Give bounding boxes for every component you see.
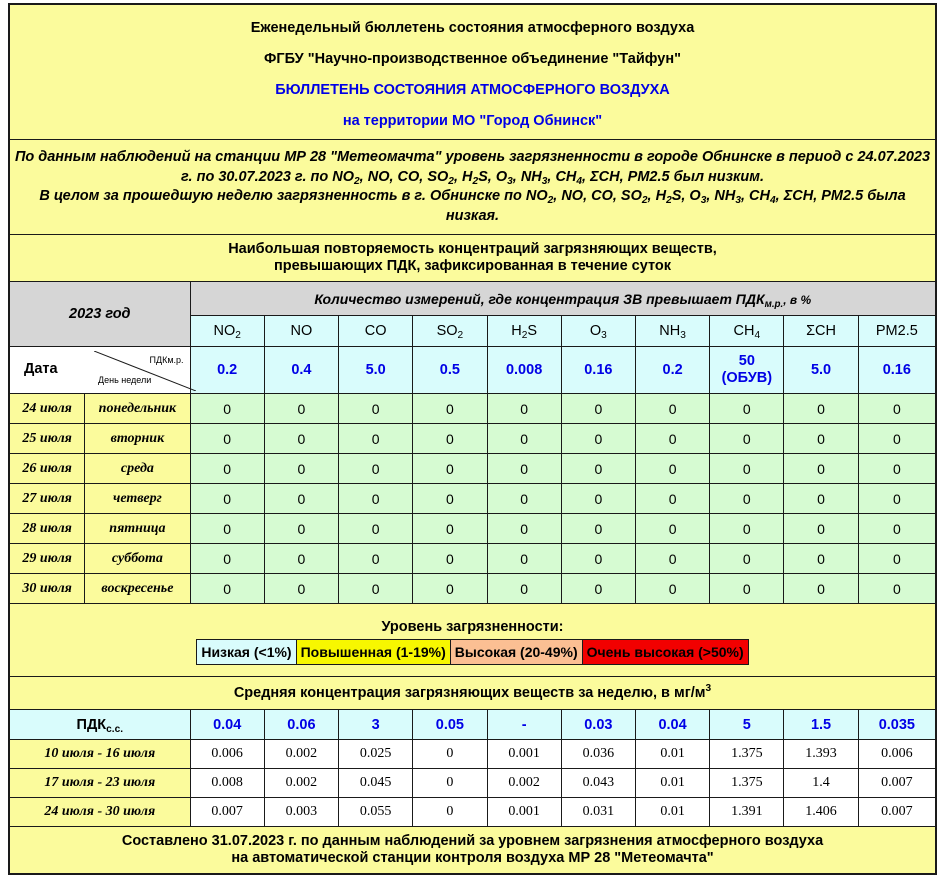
pdk-mr-value bbox=[858, 347, 935, 394]
week-value: 0.006 bbox=[190, 740, 264, 769]
section-title-line2: превышающих ПДК, зафиксированная в течение суток bbox=[273, 258, 672, 274]
week-value: 0.055 bbox=[339, 798, 413, 827]
week-value: 0.043 bbox=[561, 769, 635, 798]
week-value: 0.007 bbox=[190, 798, 264, 827]
table-row bbox=[10, 769, 936, 798]
header-line3: БЮЛЛЕТЕНЬ СОСТОЯНИЯ АТМОСФЕРНОГО ВОЗДУХА bbox=[275, 81, 670, 98]
substance-header bbox=[190, 316, 264, 347]
week-value: 0.003 bbox=[264, 798, 338, 827]
day-value: 0 bbox=[190, 484, 264, 514]
day-value: 0 bbox=[339, 394, 413, 424]
pdk-mr-value bbox=[413, 347, 487, 394]
day-value: 0 bbox=[413, 544, 487, 574]
pdk-ss-label bbox=[10, 710, 191, 740]
day-value: 0 bbox=[635, 544, 709, 574]
day-weekday: четверг bbox=[85, 484, 190, 514]
pdk-ss-value: 1.5 bbox=[784, 710, 858, 740]
pdk-mr-value bbox=[190, 347, 264, 394]
pdk-mr-number: 50 bbox=[738, 353, 755, 369]
week-value: 0.025 bbox=[339, 740, 413, 769]
substance-header bbox=[858, 316, 935, 347]
table-row bbox=[10, 544, 936, 574]
substance-base: NO bbox=[290, 323, 313, 339]
pdk-ss-value: 0.04 bbox=[635, 710, 709, 740]
week-value: 0.002 bbox=[487, 769, 561, 798]
count-title-text: Количество измерений, где концентрация ЗВ превышает ПДК bbox=[314, 290, 765, 307]
pdk-mr-number: 5.0 bbox=[365, 362, 386, 378]
pdk-ss-value: 3 bbox=[339, 710, 413, 740]
substance-base: H bbox=[511, 323, 522, 339]
week-value: 1.375 bbox=[710, 769, 784, 798]
day-value: 0 bbox=[264, 514, 338, 544]
footer-line2: на автоматической станции контроля воздуха МР 28 "Метеомачта" bbox=[231, 850, 714, 866]
day-value: 0 bbox=[190, 514, 264, 544]
week-period: 10 июля - 16 июля bbox=[10, 740, 191, 769]
pdk-mr-number: 5.0 bbox=[810, 362, 832, 378]
day-date: 28 июля bbox=[10, 514, 85, 544]
substance-header bbox=[561, 316, 635, 347]
pdk-mr-number: 0.16 bbox=[882, 362, 911, 378]
count-title bbox=[190, 282, 935, 316]
day-value: 0 bbox=[635, 514, 709, 544]
week-value: 0.008 bbox=[190, 769, 264, 798]
day-value: 0 bbox=[190, 574, 264, 604]
day-weekday: вторник bbox=[85, 424, 190, 454]
pdk-mr-value bbox=[784, 347, 858, 394]
pdk-ss-value: 0.05 bbox=[413, 710, 487, 740]
week-value: 0.006 bbox=[858, 740, 935, 769]
substance-sub: 3 bbox=[680, 330, 686, 341]
legend-item: Высокая (20-49%) bbox=[450, 640, 582, 665]
day-value: 0 bbox=[264, 394, 338, 424]
substance-tail: S bbox=[527, 323, 538, 339]
day-value: 0 bbox=[413, 454, 487, 484]
week-value: 1.391 bbox=[710, 798, 784, 827]
week-value: 0.036 bbox=[561, 740, 635, 769]
bulletin-table bbox=[9, 4, 936, 874]
header-line1: Еженедельный бюллетень состояния атмосферного воздуха bbox=[250, 19, 695, 36]
year-cell: 2023 год bbox=[10, 282, 191, 347]
day-weekday: воскресенье bbox=[85, 574, 190, 604]
pdk-mr-number: 0.2 bbox=[217, 362, 238, 378]
day-value: 0 bbox=[561, 514, 635, 544]
day-value: 0 bbox=[264, 574, 338, 604]
day-value: 0 bbox=[710, 454, 784, 484]
week-value: 0 bbox=[413, 740, 487, 769]
pdk-mr-value bbox=[487, 347, 561, 394]
day-date: 30 июля bbox=[10, 574, 85, 604]
day-value: 0 bbox=[264, 484, 338, 514]
average-title-text: Средняя концентрация загрязняющих веществ за неделю, в мг/м bbox=[233, 685, 706, 701]
substance-base: CH bbox=[733, 323, 755, 339]
date-label: Дата bbox=[24, 361, 58, 377]
pdk-mr-value bbox=[635, 347, 709, 394]
day-value: 0 bbox=[858, 454, 935, 484]
pdk-mr-number: 0.4 bbox=[291, 362, 312, 378]
day-value: 0 bbox=[487, 544, 561, 574]
pdk-ss-value: 0.04 bbox=[190, 710, 264, 740]
day-value: 0 bbox=[858, 484, 935, 514]
bulletin-header bbox=[10, 5, 936, 140]
day-weekday: пятница bbox=[85, 514, 190, 544]
pdk-ss-value: 0.06 bbox=[264, 710, 338, 740]
week-value: 1.4 bbox=[784, 769, 858, 798]
day-value: 0 bbox=[487, 514, 561, 544]
substance-header bbox=[339, 316, 413, 347]
substance-header bbox=[487, 316, 561, 347]
day-value: 0 bbox=[190, 544, 264, 574]
day-value: 0 bbox=[264, 544, 338, 574]
week-value: 0.001 bbox=[487, 740, 561, 769]
pdk-ss-value: 0.03 bbox=[561, 710, 635, 740]
day-date: 24 июля bbox=[10, 394, 85, 424]
day-value: 0 bbox=[487, 454, 561, 484]
diag-top-label: ПДКм.р. bbox=[149, 355, 184, 365]
day-value: 0 bbox=[190, 454, 264, 484]
week-value: 0.01 bbox=[635, 769, 709, 798]
day-value: 0 bbox=[635, 454, 709, 484]
pdk-mr-value bbox=[561, 347, 635, 394]
day-value: 0 bbox=[561, 544, 635, 574]
summary-paragraph-2: В целом за прошедшую неделю загрязненность в г. Обнинске по $NO_2$, NO, CO, $SO_2$, $H_2S$, $O_3$, $NH_3$, $CH_4$, ΣCH, PM2.5 была низкая. bbox=[39, 188, 906, 224]
substance-sub: 3 bbox=[601, 330, 607, 341]
day-value: 0 bbox=[339, 514, 413, 544]
substance-header bbox=[264, 316, 338, 347]
week-value: 0 bbox=[413, 769, 487, 798]
average-title-sup: 3 bbox=[705, 683, 712, 694]
substance-header bbox=[635, 316, 709, 347]
day-value: 0 bbox=[784, 574, 858, 604]
day-value: 0 bbox=[635, 484, 709, 514]
substance-base: CO bbox=[364, 323, 387, 339]
week-value: 1.406 bbox=[784, 798, 858, 827]
bulletin-footer bbox=[10, 827, 936, 874]
week-period: 17 июля - 23 июля bbox=[10, 769, 191, 798]
legend-title: Уровень загрязненности: bbox=[381, 619, 564, 635]
week-value: 0.01 bbox=[635, 740, 709, 769]
legend-block bbox=[10, 604, 936, 677]
week-value: 0.007 bbox=[858, 769, 935, 798]
day-value: 0 bbox=[487, 484, 561, 514]
day-value: 0 bbox=[487, 574, 561, 604]
pdk-mr-value bbox=[264, 347, 338, 394]
summary-p2-text: В целом за прошедшую неделю загрязненность в г. Обнинске по bbox=[39, 188, 526, 204]
table-row bbox=[10, 454, 936, 484]
bulletin bbox=[8, 3, 937, 875]
section-title-exceedance bbox=[10, 235, 936, 282]
substance-base: SO bbox=[436, 323, 458, 339]
summary-paragraph-1: По данным наблюдений на станции МР 28 "Метеомачта" уровень загрязненности в городе Обнинске в период с 24.07.2023 г. по 30.07.2023 г. по $NO_2$, NO, CO, $SO_2$, $H_2S$, $O_3$, $NH_3$, $CH_4$, ΣCH, PM2.5 был низким. bbox=[14, 149, 931, 187]
day-value: 0 bbox=[710, 514, 784, 544]
week-value: 0.045 bbox=[339, 769, 413, 798]
table-row bbox=[10, 424, 936, 454]
table-row bbox=[10, 740, 936, 769]
table-row bbox=[10, 798, 936, 827]
day-value: 0 bbox=[190, 424, 264, 454]
day-value: 0 bbox=[561, 394, 635, 424]
week-period: 24 июля - 30 июля bbox=[10, 798, 191, 827]
week-value: 1.393 bbox=[784, 740, 858, 769]
header-line2: ФГБУ "Научно-производственное объединение "Тайфун" bbox=[264, 50, 681, 67]
day-value: 0 bbox=[264, 454, 338, 484]
day-value: 0 bbox=[413, 484, 487, 514]
legend-table bbox=[196, 639, 748, 665]
table-row bbox=[10, 514, 936, 544]
pdk-mr-value bbox=[710, 347, 784, 394]
day-value: 0 bbox=[784, 514, 858, 544]
week-value: 0.001 bbox=[487, 798, 561, 827]
day-value: 0 bbox=[858, 394, 935, 424]
week-value: 0.002 bbox=[264, 740, 338, 769]
substance-base: ΣCH bbox=[806, 323, 836, 339]
average-title bbox=[10, 677, 936, 710]
substance-base: NH bbox=[659, 323, 681, 339]
day-value: 0 bbox=[858, 574, 935, 604]
substance-base: O bbox=[589, 323, 602, 339]
legend-item: Низкая (<1%) bbox=[197, 640, 296, 665]
week-value: 1.375 bbox=[710, 740, 784, 769]
diag-bottom-label: День недели bbox=[98, 375, 152, 385]
substance-base: PM2.5 bbox=[875, 323, 918, 339]
substance-sub: 2 bbox=[235, 330, 241, 341]
day-date: 26 июля bbox=[10, 454, 85, 484]
footer-line1: Составлено 31.07.2023 г. по данным наблюдений за уровнем загрязнения атмосферного воздуха bbox=[121, 833, 824, 849]
day-value: 0 bbox=[710, 574, 784, 604]
day-value: 0 bbox=[635, 574, 709, 604]
day-value: 0 bbox=[413, 574, 487, 604]
day-value: 0 bbox=[487, 424, 561, 454]
substance-header bbox=[413, 316, 487, 347]
pdk-ss-value: 0.035 bbox=[858, 710, 935, 740]
day-value: 0 bbox=[784, 484, 858, 514]
day-value: 0 bbox=[710, 484, 784, 514]
day-value: 0 bbox=[264, 424, 338, 454]
day-value: 0 bbox=[858, 514, 935, 544]
substance-header bbox=[784, 316, 858, 347]
day-value: 0 bbox=[710, 394, 784, 424]
day-value: 0 bbox=[710, 424, 784, 454]
pdk-mr-number: 0.008 bbox=[505, 362, 543, 378]
day-value: 0 bbox=[784, 544, 858, 574]
day-value: 0 bbox=[413, 424, 487, 454]
day-value: 0 bbox=[561, 574, 635, 604]
pdk-ss-label-text: ПДК bbox=[76, 716, 107, 733]
day-value: 0 bbox=[339, 544, 413, 574]
pdk-mr-number: 0.16 bbox=[584, 362, 613, 378]
summary-block bbox=[10, 140, 936, 235]
day-date: 29 июля bbox=[10, 544, 85, 574]
pdk-mr-note: (ОБУВ) bbox=[721, 370, 773, 386]
table-row bbox=[10, 394, 936, 424]
day-value: 0 bbox=[784, 394, 858, 424]
day-value: 0 bbox=[858, 424, 935, 454]
count-title-sub: м.р. bbox=[764, 298, 784, 310]
day-value: 0 bbox=[487, 394, 561, 424]
day-value: 0 bbox=[635, 394, 709, 424]
day-date: 27 июля bbox=[10, 484, 85, 514]
table-row bbox=[10, 574, 936, 604]
pdk-ss-value: - bbox=[487, 710, 561, 740]
day-value: 0 bbox=[561, 484, 635, 514]
date-header-cell bbox=[10, 347, 191, 394]
day-weekday: суббота bbox=[85, 544, 190, 574]
pdk-mr-number: 0.2 bbox=[662, 362, 683, 378]
day-value: 0 bbox=[561, 424, 635, 454]
pdk-mr-number: 0.5 bbox=[439, 362, 460, 378]
day-value: 0 bbox=[858, 544, 935, 574]
pdk-ss-label-sub: с.с. bbox=[106, 723, 124, 735]
day-value: 0 bbox=[710, 544, 784, 574]
summary-p1-end: был низким. bbox=[669, 168, 764, 185]
week-value: 0.01 bbox=[635, 798, 709, 827]
legend-item: Повышенная (1-19%) bbox=[296, 640, 450, 665]
substance-sub: 2 bbox=[521, 330, 528, 341]
day-value: 0 bbox=[339, 424, 413, 454]
substance-base: NO bbox=[213, 323, 236, 339]
week-value: 0.007 bbox=[858, 798, 935, 827]
substance-header bbox=[710, 316, 784, 347]
header-line4: на территории МО "Город Обнинск" bbox=[342, 112, 603, 129]
day-weekday: среда bbox=[85, 454, 190, 484]
substance-sub: 2 bbox=[457, 330, 464, 341]
week-value: 0 bbox=[413, 798, 487, 827]
day-value: 0 bbox=[635, 424, 709, 454]
day-weekday: понедельник bbox=[85, 394, 190, 424]
day-value: 0 bbox=[413, 514, 487, 544]
week-value: 0.002 bbox=[264, 769, 338, 798]
week-value: 0.031 bbox=[561, 798, 635, 827]
day-date: 25 июля bbox=[10, 424, 85, 454]
legend-item: Очень высокая (>50%) bbox=[582, 640, 748, 665]
day-value: 0 bbox=[413, 394, 487, 424]
summary-p1-text: По данным наблюдений на станции МР 28 "Метеомачта" уровень загрязненности в городе Обнинске в период с 24.07.2023 г. по 30.07.2023 г. по bbox=[14, 149, 931, 185]
count-title-suffix: , в % bbox=[783, 292, 812, 307]
substance-sub: 4 bbox=[754, 330, 761, 341]
day-value: 0 bbox=[784, 424, 858, 454]
summary-p2-end: была низкая. bbox=[445, 188, 906, 224]
day-value: 0 bbox=[784, 454, 858, 484]
pdk-ss-value: 5 bbox=[710, 710, 784, 740]
day-value: 0 bbox=[190, 394, 264, 424]
day-value: 0 bbox=[339, 574, 413, 604]
day-value: 0 bbox=[339, 454, 413, 484]
day-value: 0 bbox=[339, 484, 413, 514]
section-title-line1: Наибольшая повторяемость концентраций загрязняющих веществ, bbox=[228, 241, 717, 257]
table-row bbox=[10, 484, 936, 514]
day-value: 0 bbox=[561, 454, 635, 484]
pdk-mr-value bbox=[339, 347, 413, 394]
